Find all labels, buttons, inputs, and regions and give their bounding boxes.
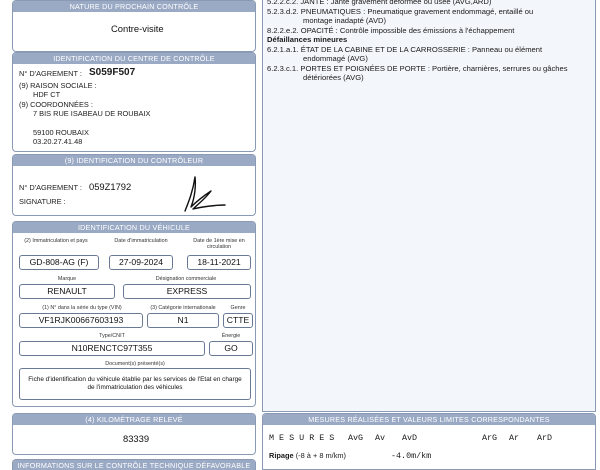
kilometrage-section (12, 413, 256, 455)
controleur-section (12, 154, 256, 216)
defaillance-text: PORTES ET POIGNÉES DE PORTE : Portière, charnières, serrures ou gâches (300, 64, 568, 73)
mesures-col-ard: ArD (537, 433, 553, 443)
kilometrage-value: 83339 (123, 433, 150, 444)
centre-agrement-value: S059F507 (89, 67, 136, 78)
type-value: N10RENCTC97T355 (19, 341, 205, 356)
defaillance-text: OPACITÉ : Contrôle impossible des émissions à l'échappement (300, 26, 515, 35)
controleur-signature-label: SIGNATURE : (19, 197, 66, 206)
defaillance-code: 8.2.2.e.2. (267, 26, 299, 35)
defaillance-code: 5.2.2.c.2. (267, 0, 299, 6)
centre-phone: 03.20.27.41.48 (33, 137, 83, 146)
genre-label: Genre (230, 305, 246, 311)
mesures-section (262, 413, 596, 470)
signature-icon (171, 171, 231, 215)
immat-value: GD-808-AG (F) (19, 255, 99, 270)
centre-agrement-label: N° D'AGREMENT : (19, 69, 82, 78)
mesures-col-avg: AvG (348, 433, 364, 443)
energie-label: Énergie (221, 333, 241, 339)
designation-label: Désignation commerciale (155, 276, 217, 282)
type-label: Type/CNIT (99, 333, 125, 339)
next-visit-header: NATURE DU PROCHAIN CONTRÔLE (13, 1, 255, 12)
ripage-label (269, 451, 346, 460)
vehicule-header: IDENTIFICATION DU VÉHICULE (13, 222, 255, 233)
marque-label: Marque (57, 276, 77, 282)
ripage-name: Ripage (269, 451, 294, 460)
documents-label: Document(s) présenté(s) (105, 361, 165, 367)
ripage-range: (-8 à + 8 m/km) (295, 451, 347, 460)
defaillance-line (267, 7, 533, 16)
immat-label: (2) Immatriculation et pays (24, 238, 88, 244)
vin-label: (1) N° dans la série du type (VIN) (42, 305, 122, 311)
mesures-col-arg: ArG (482, 433, 498, 443)
infos-section (12, 459, 256, 470)
genre-value: CTTE (223, 313, 253, 328)
defaillance-line (267, 64, 568, 73)
defaillances-area (262, 0, 596, 412)
controleur-agrement-value: 059Z1792 (89, 181, 132, 192)
kilometrage-header: (4) KILOMÉTRAGE RELEVÉ (13, 414, 255, 425)
centre-coord-label: (9) COORDONNÉES : (19, 100, 93, 109)
left-panel (8, 0, 260, 470)
defaillances-minor-title: Défaillances mineures (267, 35, 348, 44)
centre-address-line2: 59100 ROUBAIX (33, 128, 89, 137)
defaillance-line (303, 73, 364, 82)
mesures-title: M E S U R E S (269, 433, 335, 443)
defaillance-line (267, 26, 514, 35)
infos-header: INFORMATIONS SUR LE CONTRÔLE TECHNIQUE DÉFAVORABLE (13, 460, 255, 470)
designation-value: EXPRESS (123, 284, 251, 299)
defaillance-line (303, 16, 386, 25)
centre-section (12, 52, 256, 152)
defaillance-line (303, 54, 368, 63)
ripage-value: -4.0m/km (391, 451, 432, 461)
mesures-col-ar: Ar (509, 433, 520, 443)
right-panel (262, 0, 600, 470)
date-first-value: 18-11-2021 (187, 255, 251, 270)
vin-value: VF1RJK00667603193 (19, 313, 143, 328)
controleur-header: (9) IDENTIFICATION DU CONTRÔLEUR (13, 155, 255, 166)
defaillance-text: montage inadapté (AVD) (303, 16, 387, 25)
defaillance-code: 6.2.3.c.1. (267, 64, 299, 73)
defaillance-text: PNEUMATIQUES : Pneumatique gravement endommagé, entaillé ou (300, 7, 534, 16)
mesures-col-av: Av (375, 433, 386, 443)
date-immat-label: Date d'immatriculation (114, 238, 168, 244)
mesures-col-avd: AvD (402, 433, 418, 443)
centre-raison-value: HDF CT (33, 90, 61, 99)
centre-address-line1: 7 BIS RUE ISABEAU DE ROUBAIX (33, 109, 151, 118)
mesures-header: MESURES RÉALISÉES ET VALEURS LIMITES CORRESPONDANTES (263, 414, 595, 425)
defaillance-line (267, 0, 491, 6)
defaillance-text: JANTE : Jante gravement déformée ou usée (AVG,ARD) (300, 0, 492, 6)
energie-value: GO (209, 341, 253, 356)
next-visit-value: Contre-visite (111, 23, 164, 34)
centre-raison-label: (9) RAISON SOCIALE : (19, 81, 97, 90)
date-first-label: Date de 1ère mise en circulation (193, 238, 245, 250)
centre-header: IDENTIFICATION DU CENTRE DE CONTRÔLE (13, 53, 255, 64)
defaillance-text: détériorées (AVG) (303, 73, 364, 82)
categorie-value: N1 (147, 313, 219, 328)
defaillance-text: endommagé (AVG) (303, 54, 368, 63)
next-visit-section (12, 0, 256, 52)
categorie-label: (3) Catégorie internationale (150, 305, 216, 311)
date-immat-value: 27-09-2024 (109, 255, 173, 270)
defaillance-code: 6.2.1.a.1. (267, 45, 299, 54)
controleur-agrement-label: N° D'AGREMENT : (19, 183, 82, 192)
documents-value: Fiche d'identification du véhicule établie par les services de l'Etat en charge de l'immatriculation des véhicules (19, 368, 251, 400)
vehicule-section (12, 221, 256, 407)
defaillance-code: 5.2.3.d.2. (267, 7, 299, 16)
defaillance-text: ÉTAT DE LA CABINE ET DE LA CARROSSERIE : Panneau ou élément (300, 45, 543, 54)
marque-value: RENAULT (19, 284, 115, 299)
defaillance-line (267, 45, 542, 54)
